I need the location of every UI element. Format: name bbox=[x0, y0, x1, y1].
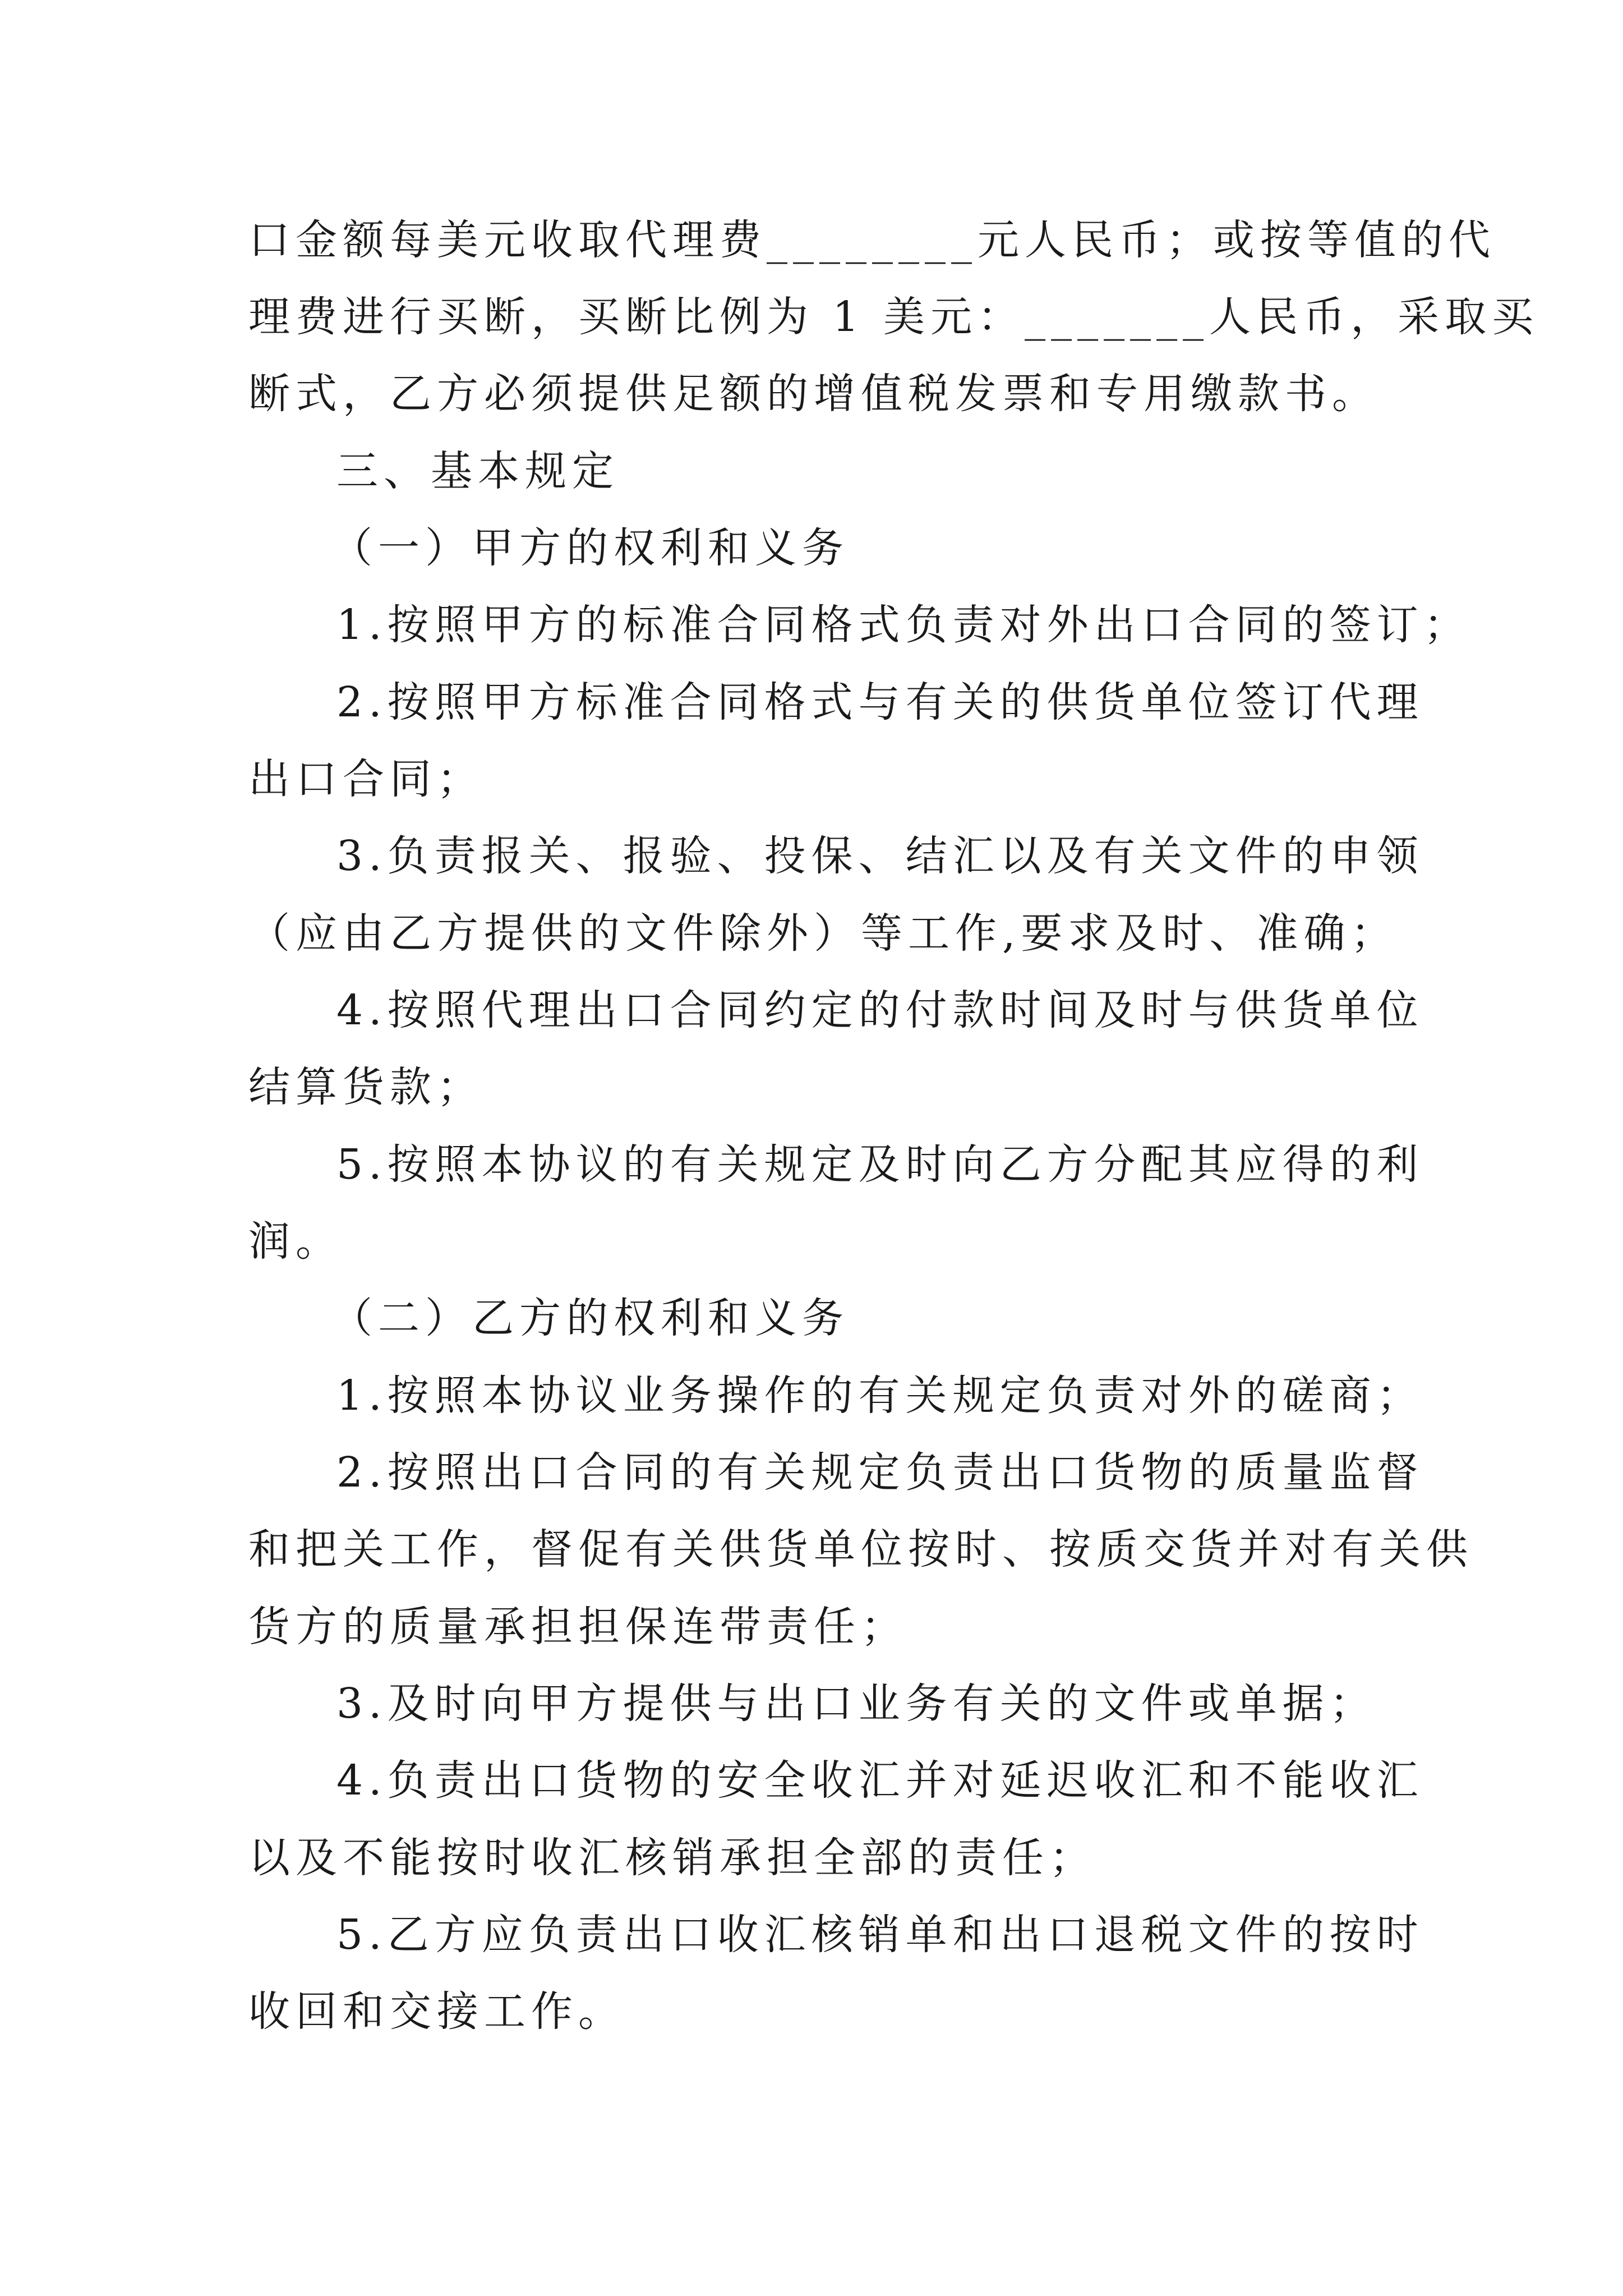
text-line: 润。 bbox=[248, 1217, 343, 1266]
section-heading: 三、基本规定 bbox=[336, 447, 619, 495]
text-line: 3.负责报关、报验、投保、结汇以及有关文件的申领 bbox=[336, 832, 1424, 880]
text-line: 1.按照本协议业务操作的有关规定负责对外的磋商； bbox=[336, 1372, 1424, 1420]
text-line: 理费进行买断，买断比例为 1 美元：_______人民币，采取买 bbox=[248, 293, 1539, 341]
text-line: 2.按照甲方标准合同格式与有关的供货单位签订代理 bbox=[336, 678, 1424, 726]
text-line: 1.按照甲方的标准合同格式负责对外出口合同的签订； bbox=[336, 601, 1471, 649]
text-line: 断式，乙方必须提供足额的增值税发票和专用缴款书。 bbox=[248, 370, 1379, 418]
text-line: 结算货款； bbox=[248, 1063, 484, 1111]
text-line: 和把关工作，督促有关供货单位按时、按质交货并对有关供 bbox=[248, 1525, 1473, 1573]
text-line: 2.按照出口合同的有关规定负责出口货物的质量监督 bbox=[336, 1448, 1424, 1497]
subsection-heading: （二）乙方的权利和义务 bbox=[331, 1294, 849, 1342]
text-line: 货方的质量承担担保连带责任； bbox=[248, 1603, 908, 1651]
text-line: 口金额每美元收取代理费________元人民币；或按等值的代 bbox=[248, 216, 1496, 264]
subsection-heading: （一）甲方的权利和义务 bbox=[331, 524, 849, 572]
text-line: 5.按照本协议的有关规定及时向乙方分配其应得的利 bbox=[336, 1140, 1424, 1189]
text-line: （应由乙方提供的文件除外）等工作,要求及时、准确； bbox=[248, 909, 1398, 958]
text-line: 收回和交接工作。 bbox=[248, 1987, 625, 2036]
text-line: 出口合同； bbox=[248, 755, 484, 803]
text-line: 3.及时向甲方提供与出口业务有关的文件或单据； bbox=[336, 1680, 1377, 1728]
text-line: 4.负责出口货物的安全收汇并对延迟收汇和不能收汇 bbox=[336, 1756, 1424, 1805]
text-line: 4.按照代理出口合同约定的付款时间及时与供货单位 bbox=[336, 986, 1424, 1034]
text-line: 以及不能按时收汇核销承担全部的责任； bbox=[248, 1834, 1096, 1882]
text-line: 5.乙方应负责出口收汇核销单和出口退税文件的按时 bbox=[336, 1911, 1424, 1959]
